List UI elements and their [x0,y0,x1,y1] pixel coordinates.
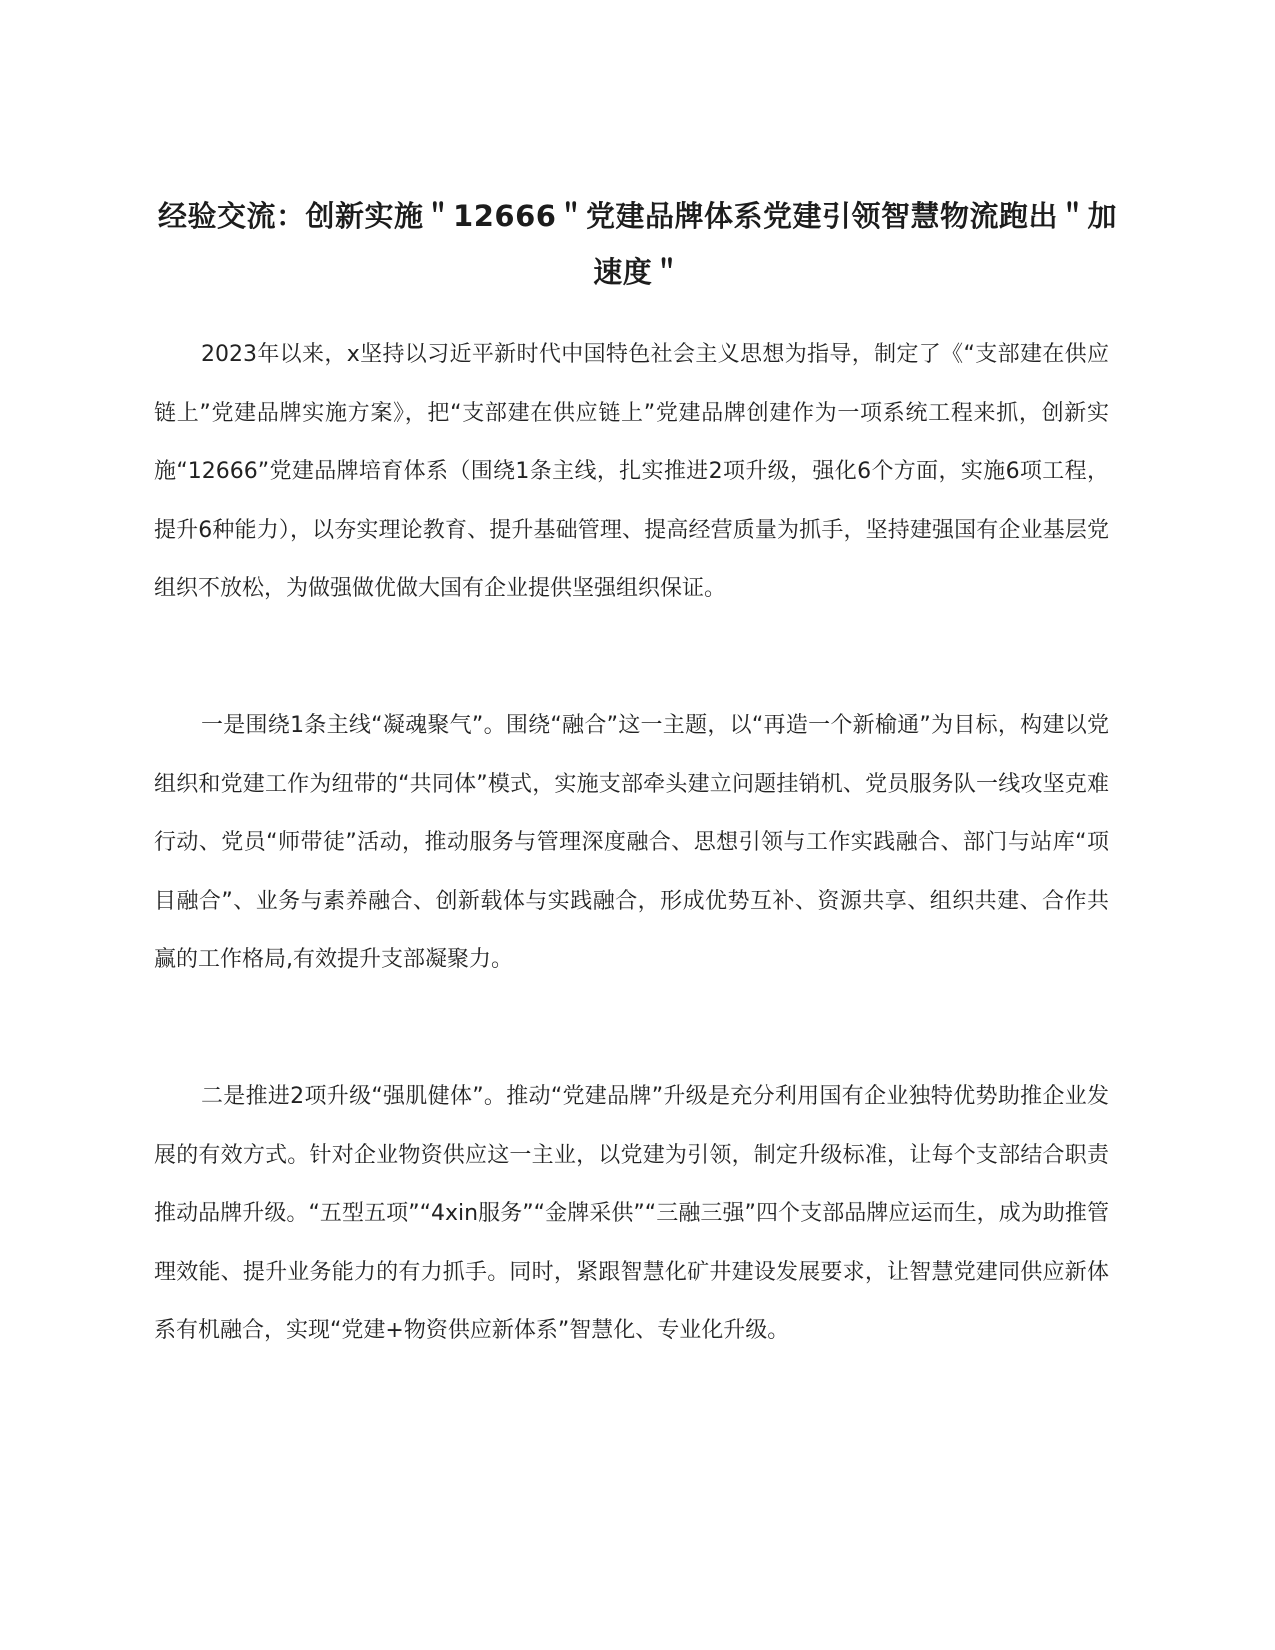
paragraph-point-one: 一是围绕1条主线“凝魂聚气”。围绕“融合”这一主题，以“再造一个新榆通”为目标，构建以党组织和党建工作为纽带的“共同体”模式，实施支部牵头建立问题挂销机、党员服务队一线攻坚克难行动、党员“师带徒”活动，推动服务与管理深度融合、思想引领与工作实践融合、部门与站库“项目融合”、业务与素养融合、创新载体与实践融合，形成优势互补、资源共享、组织共建、合作共赢的工作格局,有效提升支部凝聚力。 [154,713,1109,972]
paragraph-point-two: 二是推进2项升级“强肌健体”。推动“党建品牌”升级是充分利用国有企业独特优势助推企业发展的有效方式。针对企业物资供应这一主业，以党建为引领，制定升级标准，让每个支部结合职责推动品牌升级。“五型五项”“4xin服务”“金牌采供”“三融三强”四个支部品牌应运而生，成为助推管理效能、提升业务能力的有力抓手。同时，紧跟智慧化矿井建设发展要求，让智慧党建同供应新体系有机融合，实现“党建+物资供应新体系”智慧化、专业化升级。 [154,1084,1109,1343]
document-title: 经验交流：创新实施＂12666＂党建品牌体系党建引领智慧物流跑出＂加速度＂ [158,199,1117,289]
paragraph-intro: 2023年以来，x坚持以习近平新时代中国特色社会主义思想为指导，制定了《“支部建在供应链上”党建品牌实施方案》，把“支部建在供应链上”党建品牌创建作为一项系统工程来抓，创新实施“12666”党建品牌培育体系（围绕1条主线，扎实推进2项升级，强化6个方面，实施6项工程，提升6种能力），以夯实理论教育、提升基础管理、提高经营质量为抓手，坚持建强国有企业基层党组织不放松，为做强做优做大国有企业提供坚强组织保证。 [154,342,1109,601]
